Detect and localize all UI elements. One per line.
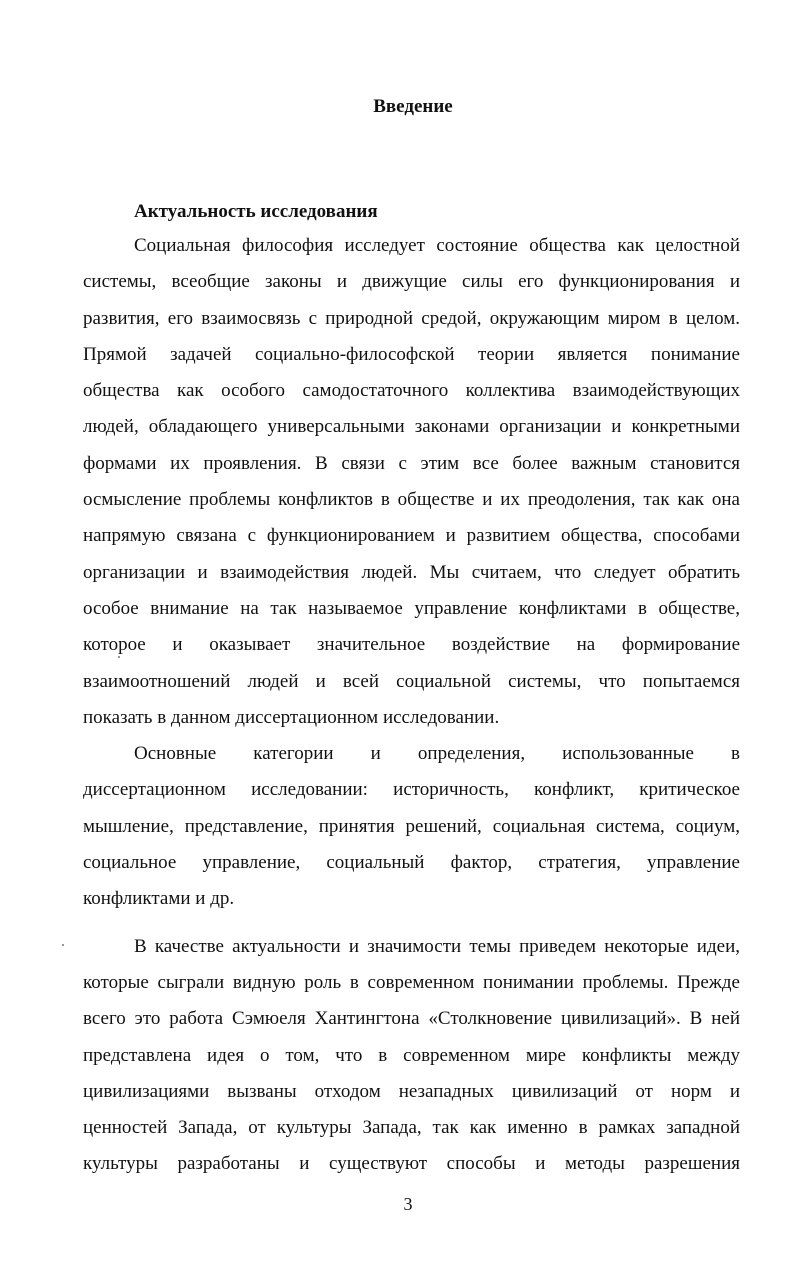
text-line: развития, его взаимосвязь с природной средой, окружающим миром в целом. (83, 307, 740, 329)
document-body (83, 228, 740, 1183)
text-line: формами их проявления. В связи с этим все более важным становится (83, 452, 740, 474)
scan-speck (118, 656, 120, 658)
text-line: которые сыграли видную роль в современном понимании проблемы. Прежде (83, 971, 740, 993)
text-line: диссертационном исследовании: историчность, конфликт, критическое (83, 779, 740, 801)
text-line: цивилизациями вызваны отходом незападных цивилизаций от норм и (83, 1080, 740, 1102)
text-line: Основные категории и определения, использованные в (134, 743, 740, 765)
text-line: напрямую связана с функционированием и развитием общества, способами (83, 525, 740, 547)
text-line: показать в данном диссертационном исследовании. (83, 706, 500, 728)
text-line: ценностей Запада, от культуры Запада, так как именно в рамках западной (83, 1117, 740, 1139)
text-line: особое внимание на так называемое управление конфликтами в обществе, (83, 597, 740, 619)
text-line: Прямой задачей социально-философской теории является понимание (83, 343, 740, 365)
text-line: В качестве актуальности и значимости темы приведем некоторые идеи, (134, 935, 740, 957)
text-line: осмысление проблемы конфликтов в обществе и их преодоления, так как она (83, 489, 740, 511)
paragraph-gap (83, 918, 740, 929)
text-line: людей, обладающего универсальными законами организации и конкретными (83, 416, 740, 438)
section-heading: Актуальность исследования (134, 201, 378, 222)
text-line: которое и оказывает значительное воздействие на формирование (83, 634, 740, 656)
text-line: общества как особого самодостаточного коллектива взаимодействующих (83, 380, 740, 402)
page-title: Введение (373, 96, 453, 117)
text-line: всего это работа Сэмюеля Хантингтона «Столкновение цивилизаций». В ней (83, 1008, 740, 1030)
text-line: Социальная философия исследует состояние общества как целостной (134, 235, 740, 256)
text-line: культуры разработаны и существуют способы и методы разрешения (83, 1153, 740, 1175)
text-line: представлена идея о том, что в современном мире конфликты между (83, 1044, 740, 1066)
text-line: взаимоотношений людей и всей социальной системы, что попытаемся (83, 670, 740, 692)
paragraph-1 (83, 228, 740, 736)
paragraph-3 (83, 929, 740, 1183)
text-line: организации и взаимодействия людей. Мы считаем, что следует обратить (83, 561, 740, 583)
page-number: 3 (403, 1194, 413, 1214)
paragraph-2 (83, 736, 740, 917)
scan-speck (62, 944, 64, 946)
text-line: конфликтами и др. (83, 888, 235, 910)
text-line: социальное управление, социальный фактор, стратегия, управление (83, 852, 740, 874)
text-line: системы, всеобщие законы и движущие силы его функционирования и (83, 271, 740, 293)
text-line: мышление, представление, принятия решений, социальная система, социум, (83, 815, 740, 837)
